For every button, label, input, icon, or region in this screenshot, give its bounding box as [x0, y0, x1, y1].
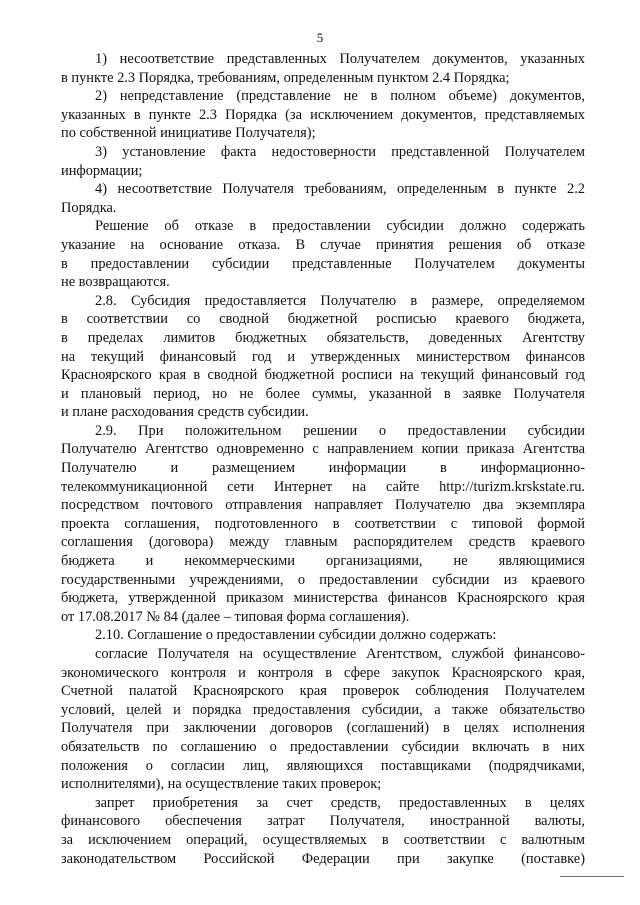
text-line: за исключением операций, осуществляемых в соответствии с валютным [61, 831, 585, 848]
text-line: в пункте 2.3 Порядка, требованиям, определенным пунктом 2.4 Порядка; [61, 69, 510, 86]
text-line: соглашения (договора) между главным распорядителем средств краевого [61, 534, 585, 551]
text-line: 2.10. Соглашение о предоставлении субсидии должно содержать: [95, 627, 497, 644]
text-line: в соответствии со сводной бюджетной росписью краевого бюджета, [61, 311, 585, 328]
text-line: по собственной инициативе Получателя); [61, 125, 316, 142]
text-line: Получателя при заключении договоров (соглашений) в целях исполнения [61, 720, 585, 737]
text-line: обязательств по соглашению о предоставлении субсидии включать в них [61, 738, 585, 755]
text-line: и плане расходования средств субсидии. [61, 404, 309, 421]
text-line: телекоммуникационной сети Интернет на сайте http://turizm.krskstate.ru. [61, 478, 585, 495]
text-line: финансового обеспечения затрат Получателя, иностранной валюты, [61, 813, 585, 830]
text-line: Решение об отказе в предоставлении субсидии должно содержать [95, 218, 585, 235]
text-line: 4) несоответствие Получателя требованиям, определенным в пункте 2.2 [95, 181, 585, 198]
text-line: в предоставлении субсидии представленные Получателем документы [61, 255, 585, 272]
text-line: не возвращаются. [61, 274, 170, 291]
text-line: экономического контроля и контроля в сфере закупок Красноярского края, [61, 664, 585, 681]
text-line: законодательством Российской Федерации при закупке (поставке) [61, 850, 585, 867]
text-line: 2.8. Субсидия предоставляется Получателю в размере, определяемом [95, 292, 585, 309]
document-body-text [61, 50, 585, 868]
text-line: Красноярского края в сводной бюджетной росписи на текущий финансовый год [61, 367, 585, 384]
text-line: Получателю и размещением информации в информационно- [61, 460, 585, 477]
text-line: указанных в пункте 2.3 Порядка (за исключением документов, представляемых [61, 106, 585, 123]
text-line: 2) непредставление (представление не в полном объеме) документов, [95, 88, 585, 105]
text-line: запрет приобретения за счет средств, предоставленных в целях [95, 794, 585, 811]
page-number: 5 [316, 30, 324, 45]
text-line: бюджета, утвержденной приказом министерства финансов Красноярского края [61, 590, 585, 607]
text-line: согласие Получателя на осуществление Агентством, службой финансово- [95, 646, 585, 662]
text-line: информации; [61, 162, 143, 179]
text-line: 1) несоответствие представленных Получателем документов, указанных [95, 51, 585, 67]
text-line: исполнителями), на осуществление таких проверок; [61, 776, 382, 793]
text-line: 2.9. При положительном решении о предоставлении субсидии [95, 422, 585, 439]
text-line: на текущий финансовый год и утвержденных министерством финансов [61, 348, 585, 365]
text-line: Порядка. [61, 199, 117, 216]
text-line: 3) установление факта недостоверности представленной Получателем [95, 143, 585, 160]
footer-rule [560, 876, 624, 877]
text-line: государственными учреждениями, о предоставлении субсидии из краевого [61, 571, 585, 588]
text-line: и плановый период, но не более суммы, указанной в заявке Получателя [61, 385, 585, 402]
text-line: указание на основание отказа. В случае принятия решения об отказе [61, 236, 585, 253]
text-line: условий, целей и порядка предоставления субсидии, а также обязательство [61, 701, 585, 718]
text-line: в пределах лимитов бюджетных обязательств, доведенных Агентству [61, 329, 585, 346]
text-line: Счетной палатой Красноярского края проверок соблюдения Получателем [61, 683, 585, 700]
text-line: положения о согласии лиц, являющихся поставщиками (подрядчиками, [61, 757, 585, 774]
text-line: от 17.08.2017 № 84 (далее – типовая форма соглашения). [61, 608, 410, 625]
text-line: бюджета и некоммерческими организациями, не являющимися [61, 553, 585, 570]
text-line: проекта соглашения, подготовленного в соответствии с типовой формой [61, 515, 585, 532]
text-line: посредством почтового отправления направляет Получателю два экземпляра [61, 497, 585, 514]
text-line: Получателю Агентство одновременно с направлением копии приказа Агентства [61, 441, 585, 458]
